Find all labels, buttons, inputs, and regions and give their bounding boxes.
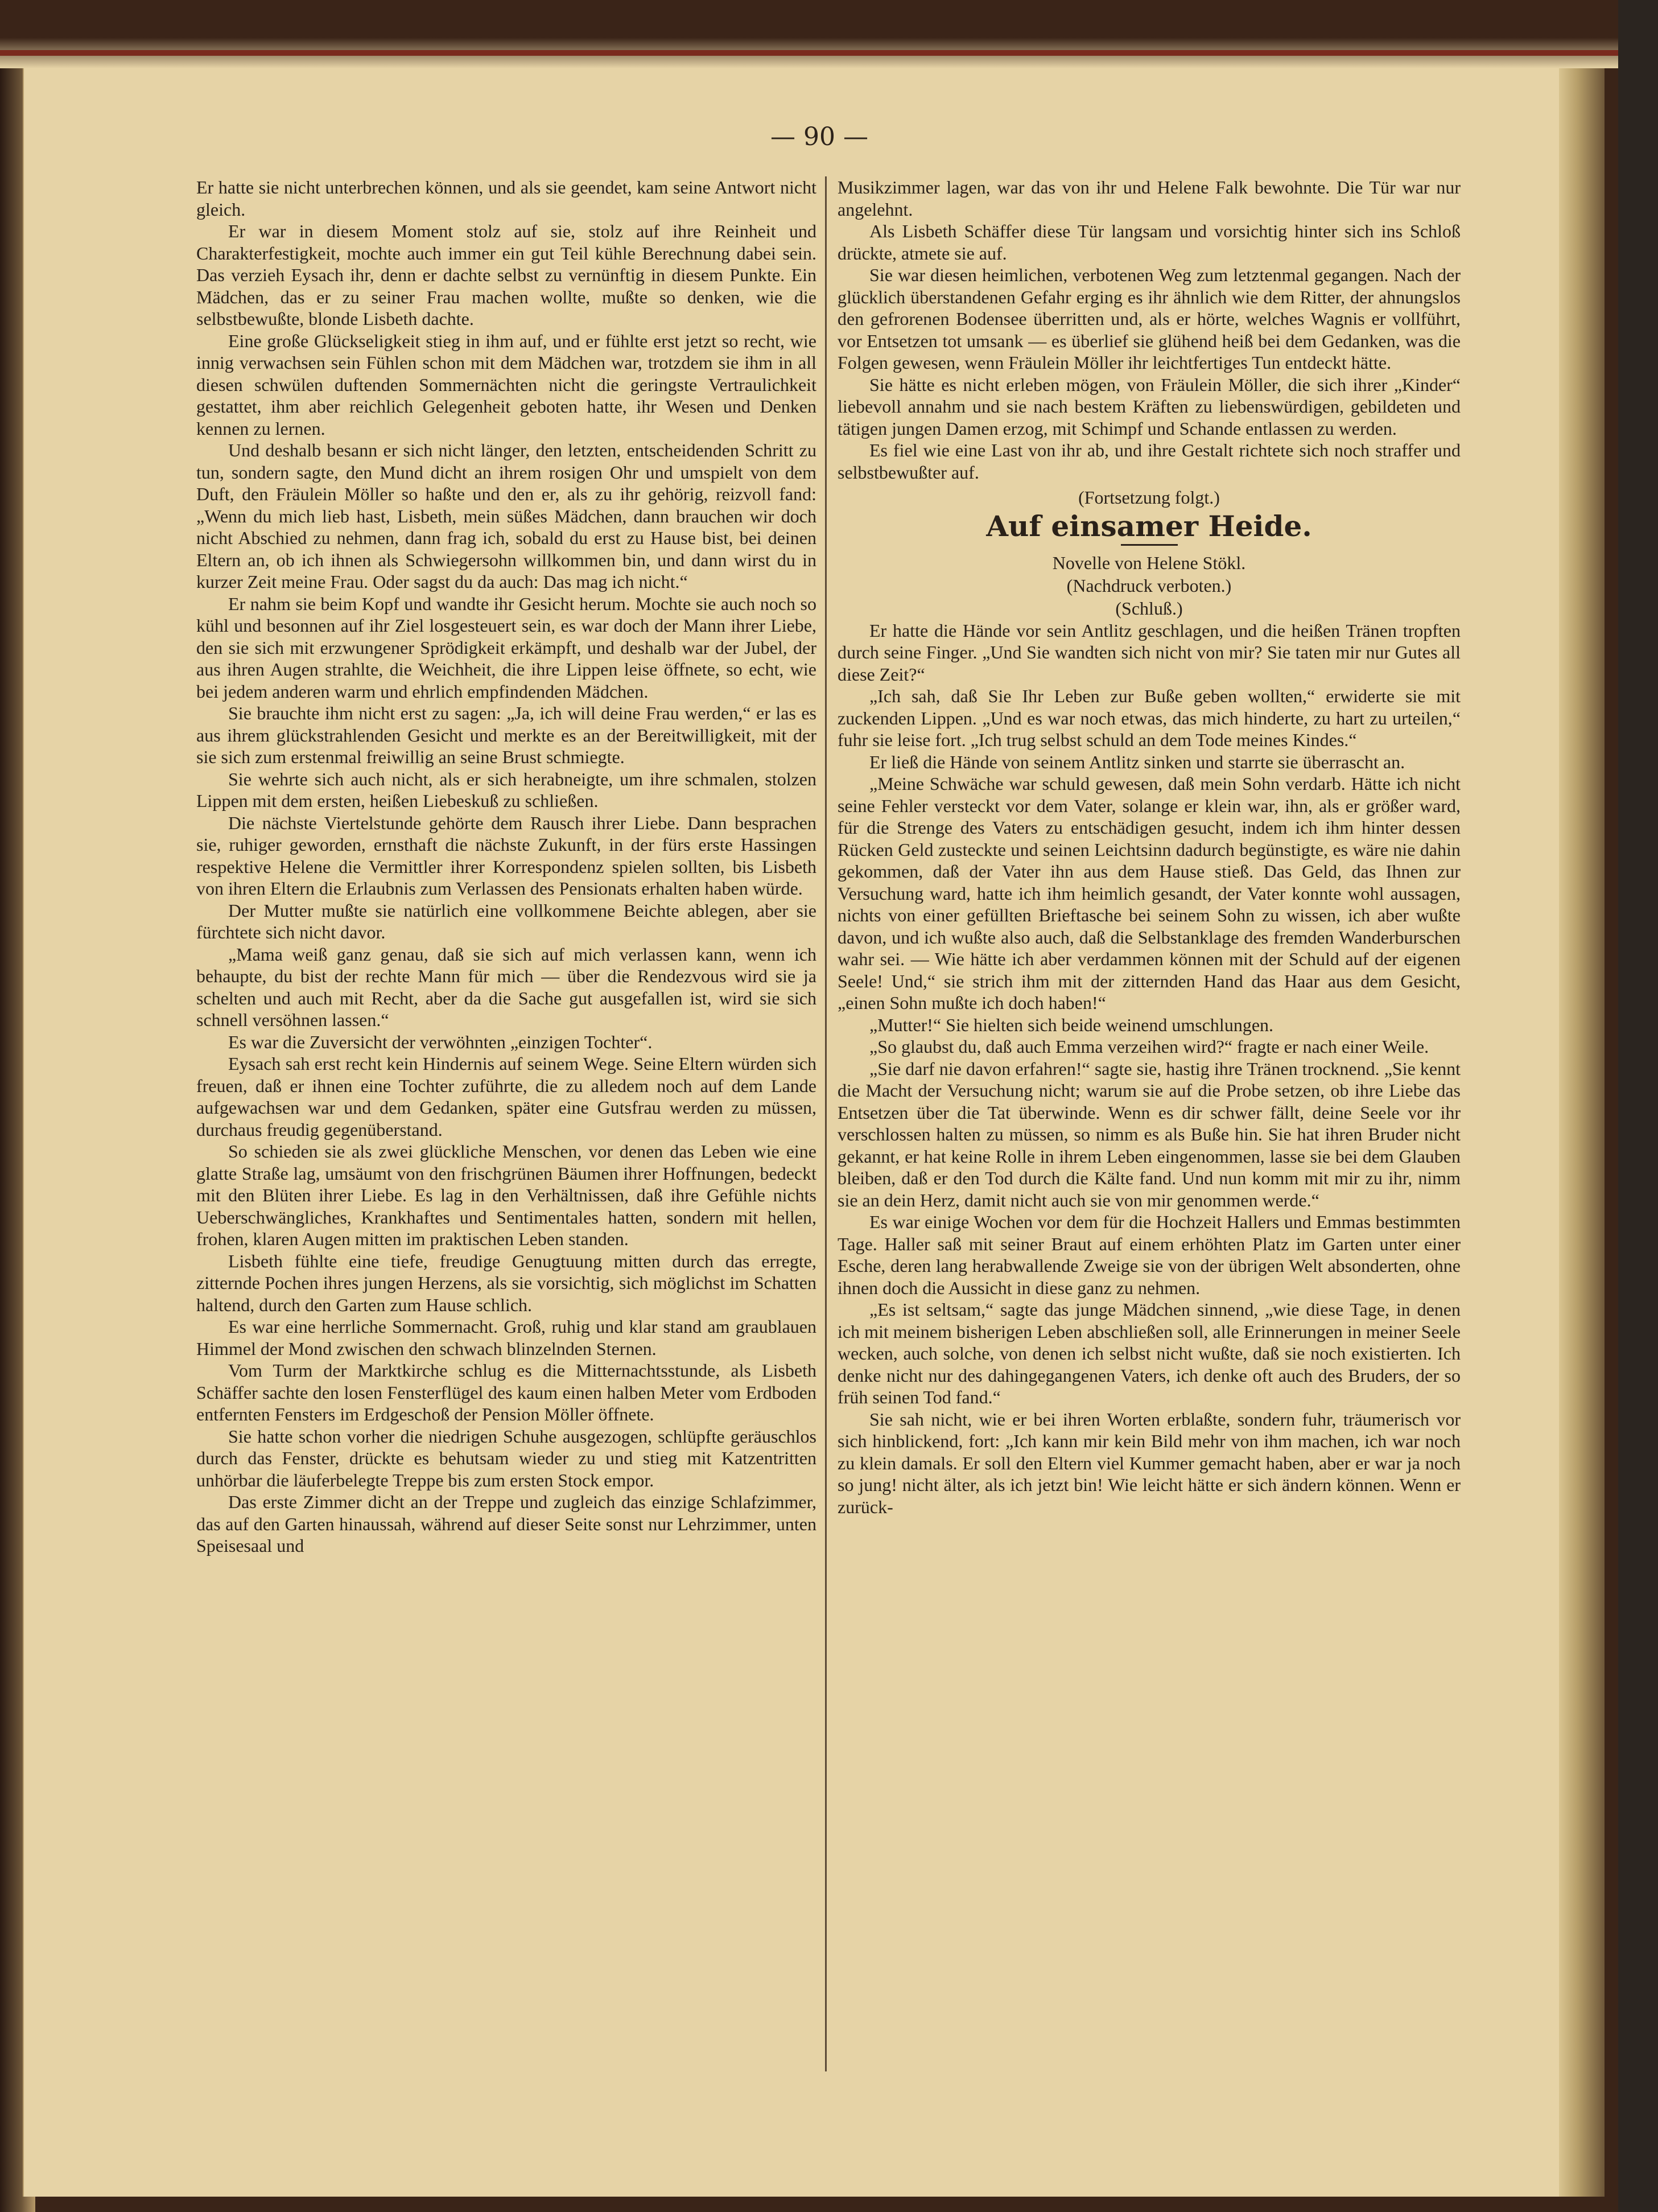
page-edge-shadow <box>1559 34 1605 2197</box>
scan-border-right <box>1618 0 1658 2212</box>
paragraph: Eysach sah erst recht kein Hindernis auf seinem Wege. Seine Eltern würden sich freuen, daß er ihnen eine Tochter zuführte, die zu alledem noch auf dem Lande aufgewachsen war und dem Gedanken, später eine Gutsfrau werden zu müssen, durchaus freudig gegenüberstand. <box>196 1053 816 1140</box>
paragraph: Es war eine herrliche Sommernacht. Groß, ruhig und klar stand am graublauen Himmel der Mond zwischen den schwach blinzelnden Sternen. <box>196 1316 816 1359</box>
story-title: Auf einsamer Heide. <box>986 509 1312 543</box>
paragraph: Sie hatte schon vorher die niedrigen Schuhe ausgezogen, schlüpfte geräuschlos durch das Fenster, drückte es behutsam wieder zu und stieg mit Katzentritten unhörbar die läuferbelegte Treppe bis zum ersten Stock empor. <box>196 1426 816 1490</box>
paragraph: Der Mutter mußte sie natürlich eine vollkommene Beichte ablegen, aber sie fürchtete sich nicht davor. <box>196 900 816 942</box>
right-column <box>838 176 1461 2054</box>
paragraph: Es fiel wie eine Last von ihr ab, und ihre Gestalt richtete sich noch straffer und selbstbewußter auf. <box>838 440 1461 483</box>
paragraph: Sie war diesen heimlichen, verbotenen Weg zum letztenmal gegangen. Nach der glücklich überstandenen Gefahr erging es ihr ähnlich wie dem Ritter, der ahnungslos den gefrorenen Bodensee überritten und, als er hörte, welches Wagnis er vollführt, vor Entsetzen tot umsank — es überlief sie glühend heiß bei dem Gedanken, was die Folgen gewesen, wenn Fräulein Möller ihr leichtfertiges Tun entdeckt hätte. <box>838 265 1461 373</box>
paragraph: Es war die Zuversicht der verwöhnten „einzigen Tochter“. <box>228 1031 653 1052</box>
column-divider <box>825 176 827 2071</box>
paragraph: „So glaubst du, daß auch Emma verzeihen wird?“ fragte er nach einer Weile. <box>869 1036 1429 1057</box>
paragraph: Er hatte sie nicht unterbrechen können, und als sie geendet, kam seine Antwort nicht gleich. <box>196 177 816 220</box>
paragraph: Sie hätte es nicht erleben mögen, von Fräulein Möller, die sich ihrer „Kinder“ liebevoll annahm und sie nach bestem Kräften zu liebenswürdigen, gebildeten und tätigen jungen Damen erzog, mit Schimpf und Schande entlassen zu werden. <box>838 374 1461 439</box>
page-number: — 90 — <box>770 122 868 151</box>
paragraph: Die nächste Viertelstunde gehörte dem Rausch ihrer Liebe. Dann besprachen sie, ruhiger geworden, ernsthaft die nächste Zukunft, in der fürs erste Hassingen respektive Helene die Vermittler ihrer Korrespondenz spielen sollten, bis Lisbeth von ihren Eltern die Erlaubnis zum Verlassen des Pensionats erhalten haben würde. <box>196 812 816 899</box>
paragraph: Sie wehrte sich auch nicht, als er sich herabneigte, um ihre schmalen, stolzen Lippen mit dem ersten, heißen Liebeskuß zu schließen. <box>196 768 816 811</box>
paragraph: Es war einige Wochen vor dem für die Hochzeit Hallers und Emmas bestimmten Tage. Haller saß mit seiner Braut auf einem erhöhten Platz im Garten unter einer Esche, deren lang herabwallende Zweige sie von der übrigen Welt absonderten, ohne ihnen doch die Aussicht in diese ganz zu nehmen. <box>838 1212 1461 1298</box>
paragraph: Das erste Zimmer dicht an der Treppe und zugleich das einzige Schlafzimmer, das auf den Garten hinaussah, während auf dieser Seite sonst nur Lehrzimmer, unten Speisesaal und <box>196 1492 816 1556</box>
paragraph: Sie brauchte ihm nicht erst zu sagen: „Ja, ich will deine Frau werden,“ er las es aus ihrem glückstrahlenden Gesicht und merkte es an der Bereitwilligkeit, mit der sie sich zum erstenmal freiwillig an seine Brust schmiegte. <box>196 703 816 767</box>
binding-red-edge <box>0 50 1658 56</box>
paragraph: „Mama weiß ganz genau, daß sie sich auf mich verlassen kann, wenn ich behaupte, du bist der rechte Mann für mich — über die Rendezvous wird sie ja schelten und auch mit Recht, aber da die Sache gut ausgefallen ist, wird sie sich schnell versöhnen lassen.“ <box>196 944 816 1030</box>
paragraph: So schieden sie als zwei glückliche Menschen, vor denen das Leben wie eine glatte Straße lag, umsäumt von den frischgrünen Bäumen ihrer Hoffnungen, bedeckt mit den Blüten ihrer Liebe. Es lag in den Verhältnissen, daß ihre Gefühle nichts Ueberschwängliches, Krankhaftes und Sentimentales hatten, sondern mit hellen, frohen, klaren Augen mitten im praktischen Leben standen. <box>196 1141 816 1249</box>
paragraph: Er nahm sie beim Kopf und wandte ihr Gesicht herum. Mochte sie auch noch so kühl und besonnen auf ihr Ziel losgesteuert sein, es war doch der Mann ihrer Liebe, den sie sich mit erzwungener Sprödigkeit erkämpft, und deshalb war der Jubel, der aus ihren Augen strahlte, die Weichheit, die ihre Lippen leise öffnete, so echt, wie bei jedem anderen warm und ehrlich empfindenden Mädchen. <box>196 593 816 702</box>
binding-top <box>0 0 1658 68</box>
title-underline <box>1121 544 1178 546</box>
paragraph: Als Lisbeth Schäffer diese Tür langsam und vorsichtig hinter sich ins Schloß drückte, atmete sie auf. <box>838 221 1461 263</box>
story-subtitle: Novelle von Helene Stökl. <box>1052 552 1246 573</box>
to-be-continued: (Fortsetzung folgt.) <box>1078 487 1220 508</box>
left-column <box>196 176 816 2020</box>
paragraph: Eine große Glückseligkeit stieg in ihm auf, und er fühlte erst jetzt so recht, wie innig verwachsen sein Fühlen schon mit dem Mädchen war, trotzdem sie ihm in all diesen schwülen duftenden Sommernächten nicht die geringste Vertraulichkeit gestattet, ihm aber reichlich Gelegenheit geboten hatte, ihr Wesen und Denken kennen zu lernen. <box>196 330 816 439</box>
paragraph: Vom Turm der Marktkirche schlug es die Mitternachtsstunde, als Lisbeth Schäffer sachte den losen Fensterflügel des kaum einen halben Meter vom Erdboden entfernten Fensters im Erdgeschoß der Pension Möller öffnete. <box>196 1360 816 1424</box>
paragraph: Musikzimmer lagen, war das von ihr und Helene Falk bewohnte. Die Tür war nur angelehnt. <box>838 177 1461 220</box>
paragraph: Er hatte die Hände vor sein Antlitz geschlagen, und die heißen Tränen tropften durch seine Finger. „Und Sie wandten sich nicht von mir? Sie taten mir nur Gutes all diese Zeit?“ <box>838 620 1461 685</box>
paragraph: Er ließ die Hände von seinem Antlitz sinken und starrte sie überrascht an. <box>869 751 1405 772</box>
paragraph: Lisbeth fühlte eine tiefe, freudige Genugtuung mitten durch das erregte, zitternde Pochen ihres jungen Herzens, als sie vorsichtig, sich möglichst im Schatten haltend, durch den Garten zum Hause schlich. <box>196 1250 816 1315</box>
paragraph: Er war in diesem Moment stolz auf sie, stolz auf ihre Reinheit und Charakterfestigkeit, mochte auch immer ein gut Teil kühle Berechnung dabei sein. Das verzieh Eysach ihr, denn er dachte selbst zu vernünftig in diesem Punkte. Ein Mädchen, das er zu seiner Frau machen wollte, mußte so denken, wie die selbstbewußte, blonde Lisbeth dachte. <box>196 221 816 329</box>
paragraph: „Mutter!“ Sie hielten sich beide weinend umschlungen. <box>869 1014 1274 1035</box>
paragraph: Sie sah nicht, wie er bei ihren Worten erblaßte, sondern fuhr, träumerisch vor sich hinblickend, fort: „Ich kann mir kein Bild mehr von ihm machen, ich war noch zu klein damals. Er soll den Eltern viel Kummer gemacht haben, aber er war ja noch so jung! nicht älter, als ich jetzt bin! Wie leicht hätte er sich ändern können. Wenn er zurück- <box>838 1408 1461 1517</box>
conclusion-label: (Schluß.) <box>1115 598 1183 619</box>
paragraph: „Meine Schwäche war schuld gewesen, daß mein Sohn verdarb. Hätte ich nicht seine Fehler versteckt vor dem Vater, solange er klein war, ihn, als er größer ward, für die Strenge des Vaters zu entschädigen gesucht, indem ich ihm hinter dessen Rücken Geld zusteckte und seinen Leichtsinn dadurch begünstigte, es wäre nie dahin gekommen, daß der Vater ihn aus dem Hause stieß. Das Geld, das Ihnen zur Versuchung ward, hatte ich ihm heimlich gesandt, der Vater konnte wohl aussagen, nichts von einer gefüllten Brieftasche bei seinem Sohn zu wissen, ich aber wußte davon, und ich wußte also auch, daß die Selbstanklage des fremden Wanderburschen wahr sei. — Wie hätte ich aber verdammen können mit der Schuld auf der eigenen Seele! Und,“ sie strich ihm mit der zitternden Hand das Haar aus dem Gesicht, „einen Sohn mußte ich doch haben!“ <box>838 773 1461 1013</box>
paragraph: „Es ist seltsam,“ sagte das junge Mädchen sinnend, „wie diese Tage, in denen ich mit meinem bisherigen Leben abschließen soll, alle Erinnerungen in meiner Seele wecken, auch solche, von denen ich selbst nicht wußte, daß sie noch existierten. Ich denke nicht nur des dahingegangenen Vaters, ich denke oft auch des Bruders, der so früh seinen Tod fand.“ <box>838 1299 1461 1407</box>
reprint-notice: (Nachdruck verboten.) <box>1066 575 1232 596</box>
paragraph: Und deshalb besann er sich nicht länger, den letzten, entscheidenden Schritt zu tun, sondern sagte, den Mund dicht an ihrem rosigen Ohr und umspielt von dem Duft, den Fräulein Möller so haßte und den er, als zu ihr gehörig, reizvoll fand: „Wenn du mich lieb hast, Lisbeth, mein süßes Mädchen, dann brauchen wir doch nicht Abschied zu nehmen, dann frag ich, sobald du erst zu Hause bist, bei deinen Eltern an, ob ich ihnen als Schwiegersohn willkommen bin, und dann wirst du in kurzer Zeit meine Frau. Oder sagst du da auch: Das mag ich nicht.“ <box>196 440 816 592</box>
paragraph: „Ich sah, daß Sie Ihr Leben zur Buße geben wollten,“ erwiderte sie mit zuckenden Lippen. „Und es war noch etwas, das mich hinderte, zu hart zu urteilen,“ fuhr sie leise fort. „Ich trug selbst schuld an dem Tode meines Kindes.“ <box>838 686 1461 750</box>
paragraph: „Sie darf nie davon erfahren!“ sagte sie, hastig ihre Tränen trocknend. „Sie kennt die Macht der Versuchung nicht; warum sie auf die Probe setzen, ob ihre Liebe das Entsetzen über die Tat überwinde. Wenn es dir schwer fällt, deine Seele vor ihr verschlossen halten zu müssen, so nimm es als Buße hin. Sie hat ihren Bruder nicht gekannt, er hat keine Rolle in ihrem Leben eingenommen, lasse sie bei dem Glauben bleiben, daß er den Tod durch die Kälte fand. Und nun komm mit mir zu ihr, nimm sie an dein Herz, damit nicht auch sie von mir genommen werde.“ <box>838 1058 1461 1210</box>
